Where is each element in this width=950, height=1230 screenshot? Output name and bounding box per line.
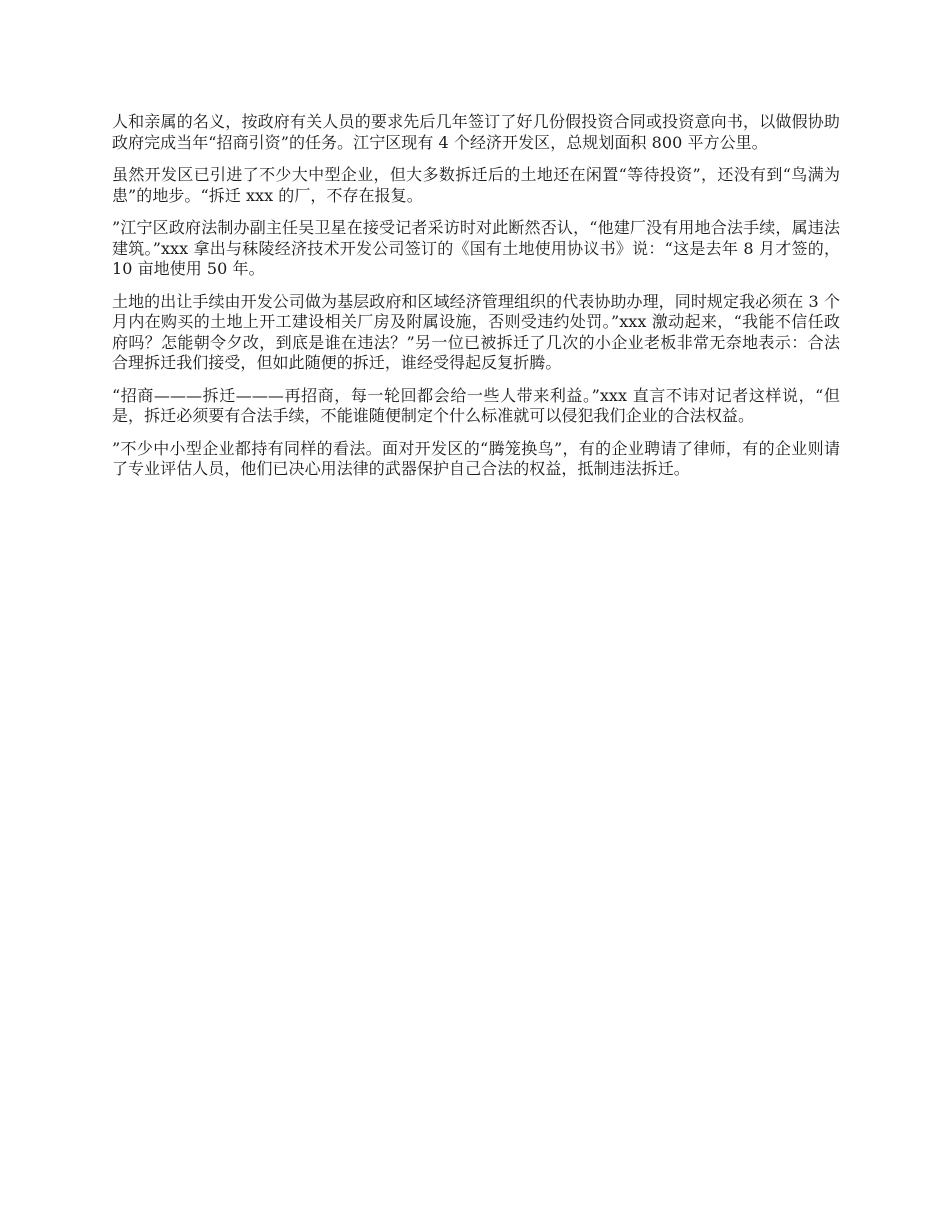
paragraph-1: 人和亲属的名义，按政府有关人员的要求先后几年签订了好几份假投资合同或投资意向书，以做假协助政府完成当年“招商引资”的任务。江宁区现有 4 个经济开发区，总规划面积 800 平方公里。 bbox=[112, 112, 840, 152]
paragraph-5: “招商———拆迁———再招商，每一轮回都会给一些人带来利益。”xxx 直言不讳对记者这样说，“但是，拆迁必须要有合法手续，不能谁随便制定个什么标准就可以侵犯我们企业的合法权益。 bbox=[112, 385, 840, 425]
paragraph-3: ”江宁区政府法制办副主任吴卫星在接受记者采访时对此断然否认，“他建厂没有用地合法手续，属违法建筑。”xxx 拿出与秣陵经济技术开发公司签订的《国有土地使用协议书》说：“这是去年 8 月才签的，10 亩地使用 50 年。 bbox=[112, 218, 840, 278]
document-page bbox=[112, 112, 840, 492]
paragraph-6: ”不少中小型企业都持有同样的看法。面对开发区的“腾笼换鸟”，有的企业聘请了律师，有的企业则请了专业评估人员，他们已决心用法律的武器保护自己合法的权益，抵制违法拆迁。 bbox=[112, 438, 840, 478]
paragraph-4: 土地的出让手续由开发公司做为基层政府和区域经济管理组织的代表协助办理，同时规定我必须在 3 个月内在购买的土地上开工建设相关厂房及附属设施，否则受违约处罚。”xxx 激动起来，“我能不信任政府吗？怎能朝令夕改，到底是谁在违法？”另一位已被拆迁了几次的小企业老板非常无奈地表示：合法合理拆迁我们接受，但如此随便的拆迁，谁经受得起反复折腾。 bbox=[112, 291, 840, 372]
paragraph-2: 虽然开发区已引进了不少大中型企业，但大多数拆迁后的土地还在闲置“等待投资”，还没有到“鸟满为患”的地步。“拆迁 xxx 的厂，不存在报复。 bbox=[112, 165, 840, 205]
